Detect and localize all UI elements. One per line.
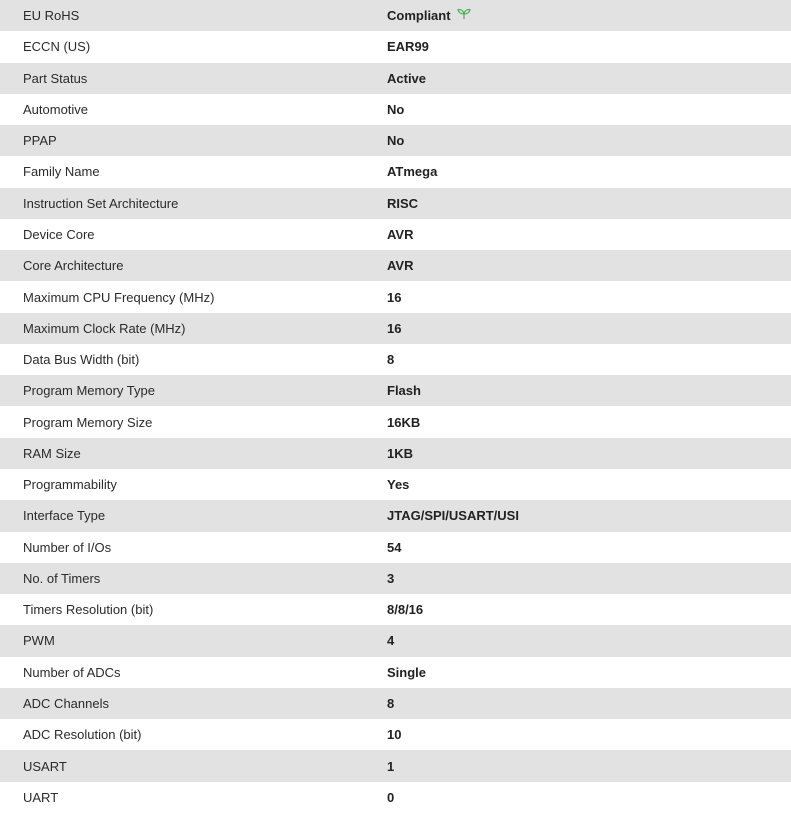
spec-label: EU RoHS — [23, 8, 80, 24]
spec-label: USART — [23, 758, 67, 774]
spec-value: 16 — [387, 289, 402, 305]
spec-label: Programmability — [23, 477, 117, 493]
table-row — [0, 438, 791, 469]
spec-value: Single — [387, 664, 427, 680]
spec-label: Program Memory Type — [23, 383, 155, 399]
spec-value: 1 — [387, 758, 395, 774]
spec-value: AVR — [387, 226, 414, 242]
leaf-icon — [457, 8, 471, 23]
spec-value: 16KB — [387, 414, 421, 430]
spec-label: RAM Size — [23, 445, 81, 461]
spec-value: 8 — [387, 695, 395, 711]
spec-label: ADC Channels — [23, 695, 109, 711]
spec-value: 54 — [387, 539, 402, 555]
spec-value: 0 — [387, 789, 395, 805]
spec-label: Device Core — [23, 226, 95, 242]
spec-label: Data Bus Width (bit) — [23, 352, 140, 368]
spec-value: 3 — [387, 570, 395, 586]
table-row — [0, 125, 791, 156]
spec-label: ADC Resolution (bit) — [23, 727, 142, 743]
table-row — [0, 594, 791, 625]
spec-label: Instruction Set Architecture — [23, 195, 179, 211]
spec-label: PPAP — [23, 133, 57, 149]
spec-value: Active — [387, 70, 427, 86]
spec-label: Maximum Clock Rate (MHz) — [23, 320, 186, 336]
spec-value-text: Compliant — [387, 8, 451, 24]
table-row — [0, 281, 791, 312]
table-row — [0, 31, 791, 62]
spec-value: Yes — [387, 477, 410, 493]
spec-label: No. of Timers — [23, 570, 101, 586]
spec-value: No — [387, 133, 405, 149]
spec-label: Automotive — [23, 101, 89, 117]
table-row — [0, 750, 791, 781]
spec-value: 4 — [387, 633, 395, 649]
spec-label: Number of ADCs — [23, 664, 121, 680]
spec-value: No — [387, 101, 405, 117]
spec-label: Core Architecture — [23, 258, 124, 274]
table-row — [0, 406, 791, 437]
spec-label: Number of I/Os — [23, 539, 112, 555]
table-row — [0, 625, 791, 656]
spec-label: Timers Resolution (bit) — [23, 602, 154, 618]
table-row — [0, 500, 791, 531]
table-row — [0, 657, 791, 688]
spec-value: 8 — [387, 352, 395, 368]
spec-value: 8/8/16 — [387, 602, 424, 618]
spec-value: 16 — [387, 320, 402, 336]
table-row — [0, 0, 791, 31]
table-row — [0, 313, 791, 344]
table-row — [0, 563, 791, 594]
spec-value: Flash — [387, 383, 421, 399]
spec-label: PWM — [23, 633, 55, 649]
spec-label: Family Name — [23, 164, 100, 180]
spec-value: EAR99 — [387, 39, 429, 55]
spec-value: AVR — [387, 258, 414, 274]
table-row — [0, 156, 791, 187]
spec-value: RISC — [387, 195, 419, 211]
spec-label: Part Status — [23, 70, 88, 86]
table-row — [0, 375, 791, 406]
table-row — [0, 63, 791, 94]
table-row — [0, 188, 791, 219]
spec-label: Program Memory Size — [23, 414, 153, 430]
table-row — [0, 719, 791, 750]
spec-value — [387, 0, 791, 31]
spec-value: ATmega — [387, 164, 438, 180]
table-row — [0, 782, 791, 813]
table-row — [0, 344, 791, 375]
spec-value: 1KB — [387, 445, 414, 461]
spec-label: UART — [23, 789, 59, 805]
spec-label: Maximum CPU Frequency (MHz) — [23, 289, 215, 305]
spec-value: 10 — [387, 727, 402, 743]
table-row — [0, 469, 791, 500]
spec-label: Interface Type — [23, 508, 106, 524]
spec-label: ECCN (US) — [23, 39, 91, 55]
table-row — [0, 250, 791, 281]
table-row — [0, 219, 791, 250]
table-row — [0, 94, 791, 125]
spec-value: JTAG/SPI/USART/USI — [387, 508, 519, 524]
table-row — [0, 688, 791, 719]
table-row — [0, 532, 791, 563]
